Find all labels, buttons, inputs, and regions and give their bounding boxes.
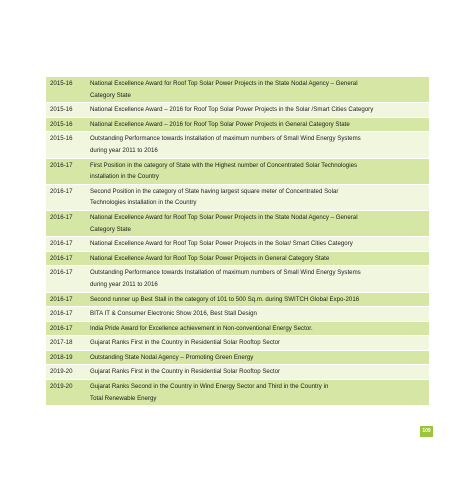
award-description (86, 350, 429, 365)
award-description-line: National Excellence Award for Roof Top Solar Power Projects in the Solar/ Smart Cities Category (90, 240, 353, 248)
award-description-line: Outstanding Performance towards Installation of maximum numbers of Small Wind Energy Systems (90, 269, 361, 277)
award-description-line: BITA IT & Consumer Electronic Show 2016, Best Stall Design (90, 310, 257, 318)
award-description-line: First Position in the category of State with the Highest number of Concentrated Solar Technologies (90, 161, 358, 169)
award-description-line: Gujarat Ranks First in the Country in Residential Solar Rooftop Sector (90, 368, 281, 376)
award-description-line: Second Position in the category of State having largest square meter of Concentrated Solar (90, 187, 339, 195)
award-description (86, 321, 429, 336)
award-description (86, 266, 429, 292)
award-description (86, 77, 429, 103)
award-year: 2019-20 (46, 365, 86, 380)
award-description-line: during year 2011 to 2016 (90, 280, 158, 288)
award-year: 2016-17 (46, 307, 86, 322)
award-description (86, 380, 429, 406)
award-description-line: National Excellence Award for Roof Top Solar Power Projects in General Category State (90, 254, 330, 262)
table-row (46, 266, 429, 292)
award-description-line: National Excellence Award – 2016 for Roof Top Solar Power Projects in the Solar /Smart Cities Category (90, 106, 374, 114)
table-row (46, 292, 429, 307)
award-description (86, 237, 429, 252)
award-description-line: installation in the Country (90, 173, 159, 181)
award-description (86, 184, 429, 210)
award-year: 2015-16 (46, 117, 86, 132)
award-description-line: Gujarat Ranks First in the Country in Residential Solar Rooftop Sector (90, 339, 281, 347)
award-description-line: Outstanding State Nodal Agency – Promoting Green Energy (90, 353, 254, 361)
table-row (46, 77, 429, 103)
table-row (46, 237, 429, 252)
awards-table (46, 77, 429, 406)
award-year: 2016-17 (46, 184, 86, 210)
award-year: 2015-16 (46, 132, 86, 158)
award-year: 2016-17 (46, 292, 86, 307)
award-description-line: Total Renewable Energy (90, 394, 157, 402)
award-description-line: National Excellence Award – 2016 for Roof Top Solar Power Projects in General Category State (90, 120, 350, 128)
award-year: 2016-17 (46, 158, 86, 184)
award-description (86, 117, 429, 132)
table-row (46, 210, 429, 236)
award-description (86, 292, 429, 307)
award-description-line: National Excellence Award for Roof Top Solar Power Projects in the State Nodal Agency – General (90, 80, 358, 87)
award-description (86, 103, 429, 118)
award-description (86, 251, 429, 266)
award-year: 2016-17 (46, 251, 86, 266)
award-description-line: Category State (90, 91, 131, 99)
award-year: 2016-17 (46, 237, 86, 252)
award-description-line: Category State (90, 225, 131, 233)
award-description-line: Outstanding Performance towards Installation of maximum numbers of Small Wind Energy Systems (90, 135, 361, 143)
award-year: 2015-16 (46, 103, 86, 118)
table-row (46, 132, 429, 158)
award-year: 2019-20 (46, 380, 86, 406)
award-description (86, 210, 429, 236)
award-description-line: India Pride Award for Excellence achievement in Non-conventional Energy Sector. (90, 324, 313, 332)
award-description-line: Second runner up Best Stall in the category of 101 to 500 Sq.m. during SWITCH Global Expo-2016 (90, 295, 360, 303)
award-year: 2016-17 (46, 210, 86, 236)
table-row (46, 336, 429, 351)
table-row (46, 184, 429, 210)
award-year: 2015-16 (46, 77, 86, 103)
award-description-line: National Excellence Award for Roof Top Solar Power Projects in the State Nodal Agency – General (90, 213, 358, 221)
award-year: 2018-19 (46, 350, 86, 365)
award-description (86, 336, 429, 351)
table-row (46, 307, 429, 322)
table-row (46, 158, 429, 184)
award-description-line: Gujarat Ranks Second in the Country in Wind Energy Sector and Third in the Country in (90, 383, 329, 391)
table-row (46, 321, 429, 336)
award-description-line: during year 2011 to 2016 (90, 146, 158, 154)
table-row (46, 380, 429, 406)
awards-table-body (46, 77, 429, 406)
award-year: 2016-17 (46, 321, 86, 336)
award-description (86, 307, 429, 322)
award-description-line: Technologies installation in the Country (90, 199, 197, 207)
award-year: 2017-18 (46, 336, 86, 351)
page-number-badge: 109 (420, 426, 433, 437)
table-row (46, 117, 429, 132)
table-row (46, 350, 429, 365)
table-row (46, 103, 429, 118)
award-description (86, 365, 429, 380)
award-year: 2016-17 (46, 266, 86, 292)
award-description (86, 158, 429, 184)
table-row (46, 365, 429, 380)
award-description (86, 132, 429, 158)
table-row (46, 251, 429, 266)
